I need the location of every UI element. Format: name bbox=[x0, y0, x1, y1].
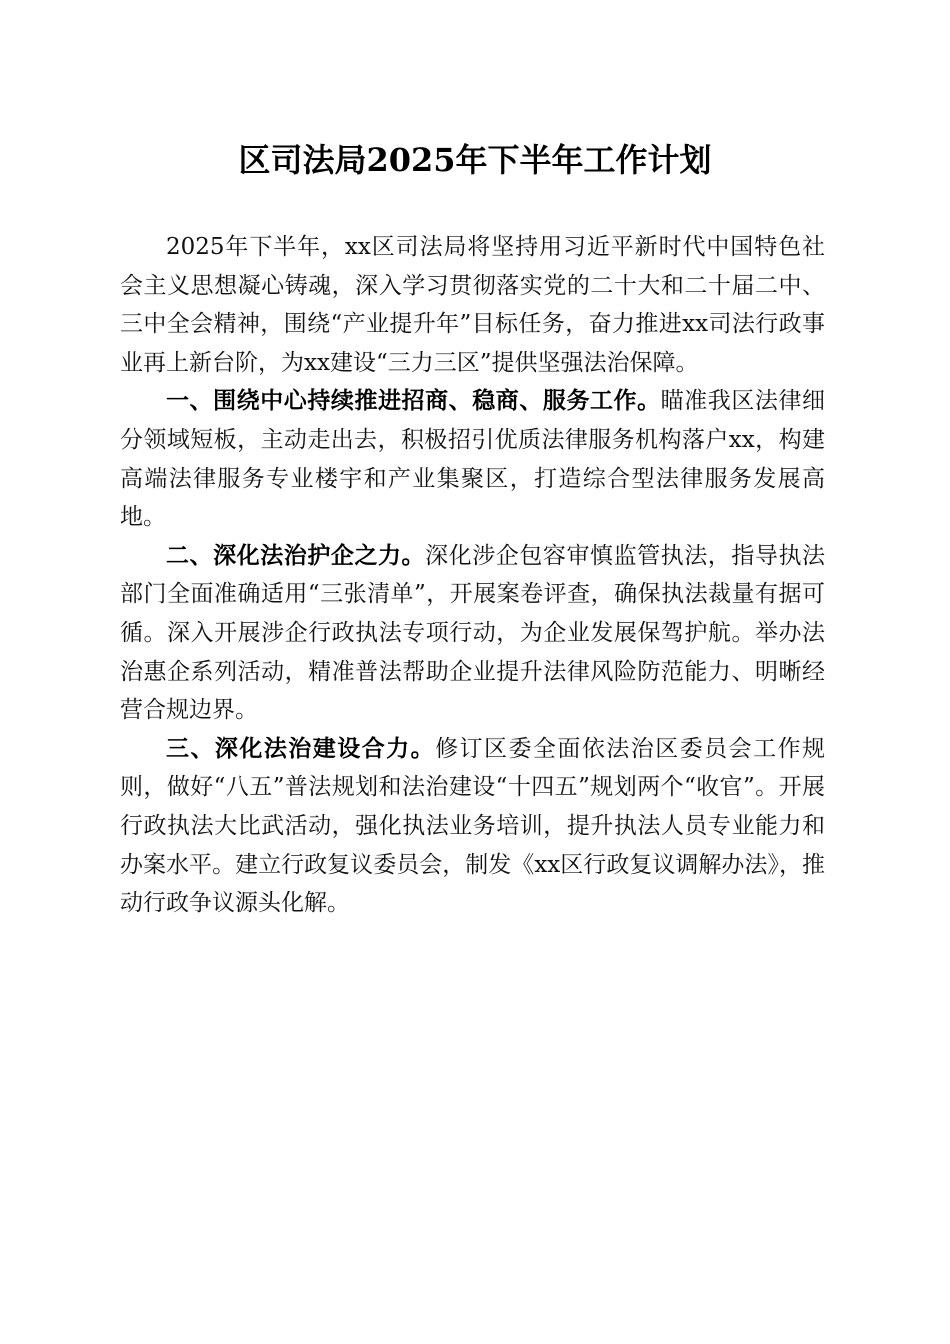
section-heading: 三、深化法治建设合力。 bbox=[166, 735, 436, 762]
section-text: 瞄准我区法律细分领域短板，主动走出去，积极招引优质法律服务机构落户xx，构建高端法律服务专业楼宇和产业集聚区，打造综合型法律服务发展高地。 bbox=[120, 388, 826, 531]
section-text: 修订区委全面依法治区委员会工作规则，做好“八五”普法规划和法治建设“十四五”规划两个“收官”。开展行政执法大比武活动，强化执法业务培训，提升执法人员专业能力和办案水平。建立行政复议委员会，制发《xx区行政复议调解办法》，推动行政争议源头化解。 bbox=[120, 735, 826, 917]
intro-paragraph: 2025年下半年，xx区司法局将坚持用习近平新时代中国特色社会主义思想凝心铸魂，深入学习贯彻落实党的二十大和二十届二中、三中全会精神，围绕“产业提升年”目标任务，奋力推进xx司法行政事业再上新台阶，为xx建设“三力三区”提供坚强法治保障。 bbox=[120, 234, 825, 376]
section-heading: 一、围绕中心持续推进招商、稳商、服务工作。 bbox=[166, 388, 661, 415]
section-paragraph bbox=[120, 730, 825, 923]
document-body bbox=[120, 228, 825, 923]
section-paragraph bbox=[120, 382, 825, 536]
section-paragraph bbox=[120, 537, 825, 730]
section-text: 深化涉企包容审慎监管执法，指导执法部门全面准确适用“三张清单”，开展案卷评查，确保执法裁量有据可循。深入开展涉企行政执法专项行动，为企业发展保驾护航。举办法治惠企系列活动，精准普法帮助企业提升法律风险防范能力、明晰经营合规边界。 bbox=[120, 542, 826, 724]
section-heading: 二、深化法治护企之力。 bbox=[166, 542, 426, 569]
document-title: 区司法局2025年下半年工作计划 bbox=[238, 141, 712, 179]
